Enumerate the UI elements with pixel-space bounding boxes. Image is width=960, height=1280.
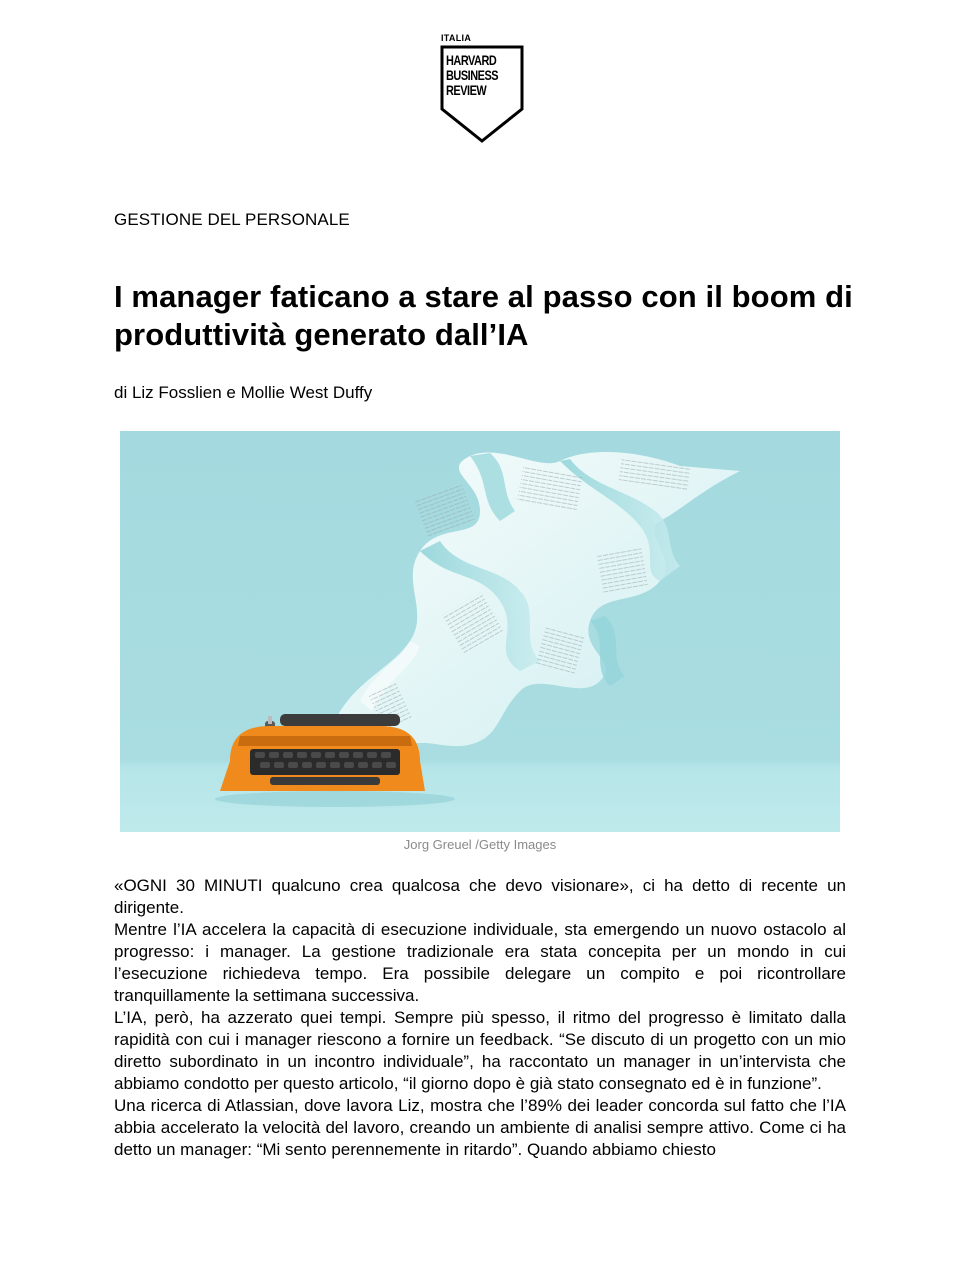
logo-wordmark xyxy=(446,53,502,98)
article-byline: di Liz Fosslien e Mollie West Duffy xyxy=(114,383,373,402)
section-label: GESTIONE DEL PERSONALE xyxy=(114,210,350,229)
body-paragraph: Una ricerca di Atlassian, dove lavora Liz, mostra che l’89% dei leader concorda sul fatto che l’IA abbia accelerato la velocità del lavoro, creando un ambiente di analisi sempre attivo. Come ci ha detto un manager: “Mi sento perennemente in ritardo”. Quando abbiamo chiesto xyxy=(114,1096,846,1159)
body-paragraph: Mentre l’IA accelera la capacità di esecuzione individuale, sta emergendo un nuovo ostacolo al progresso: i manager. La gestione tradizionale era stata concepita per un mondo in cui l’esecuzione richiedeva tempo. Era possibile delegare un compito e poi ricontrollare tranquillamente la settimana successiva. xyxy=(114,920,846,1005)
hero-image xyxy=(120,431,840,832)
article-headline: I manager faticano a stare al passo con il boom di produttività generato dall’IA xyxy=(114,279,853,352)
logo-line-2: BUSINESS xyxy=(446,67,499,83)
logo-line-3: REVIEW xyxy=(446,82,487,98)
logo-line-1: HARVARD xyxy=(446,52,497,68)
article-body xyxy=(114,875,846,1161)
image-credit: Jorg Greuel /Getty Images xyxy=(403,837,557,852)
logo-country-label: ITALIA xyxy=(441,33,472,43)
hbr-logo xyxy=(440,33,524,143)
body-paragraph: L’IA, però, ha azzerato quei tempi. Sempre più spesso, il ritmo del progresso è limitato dalla rapidità con cui i manager riescono a fornire un feedback. “Se discuto di un progetto con un mio diretto subordinato in un incontro individuale”, ha raccontato un manager in un’intervista che abbiamo condotto per questo articolo, “il giorno dopo è già stato consegnato ed è in funzione”. xyxy=(114,1008,846,1093)
body-paragraph: «OGNI 30 MINUTI qualcuno crea qualcosa che devo visionare», ci ha detto di recente un dirigente. xyxy=(114,876,846,917)
